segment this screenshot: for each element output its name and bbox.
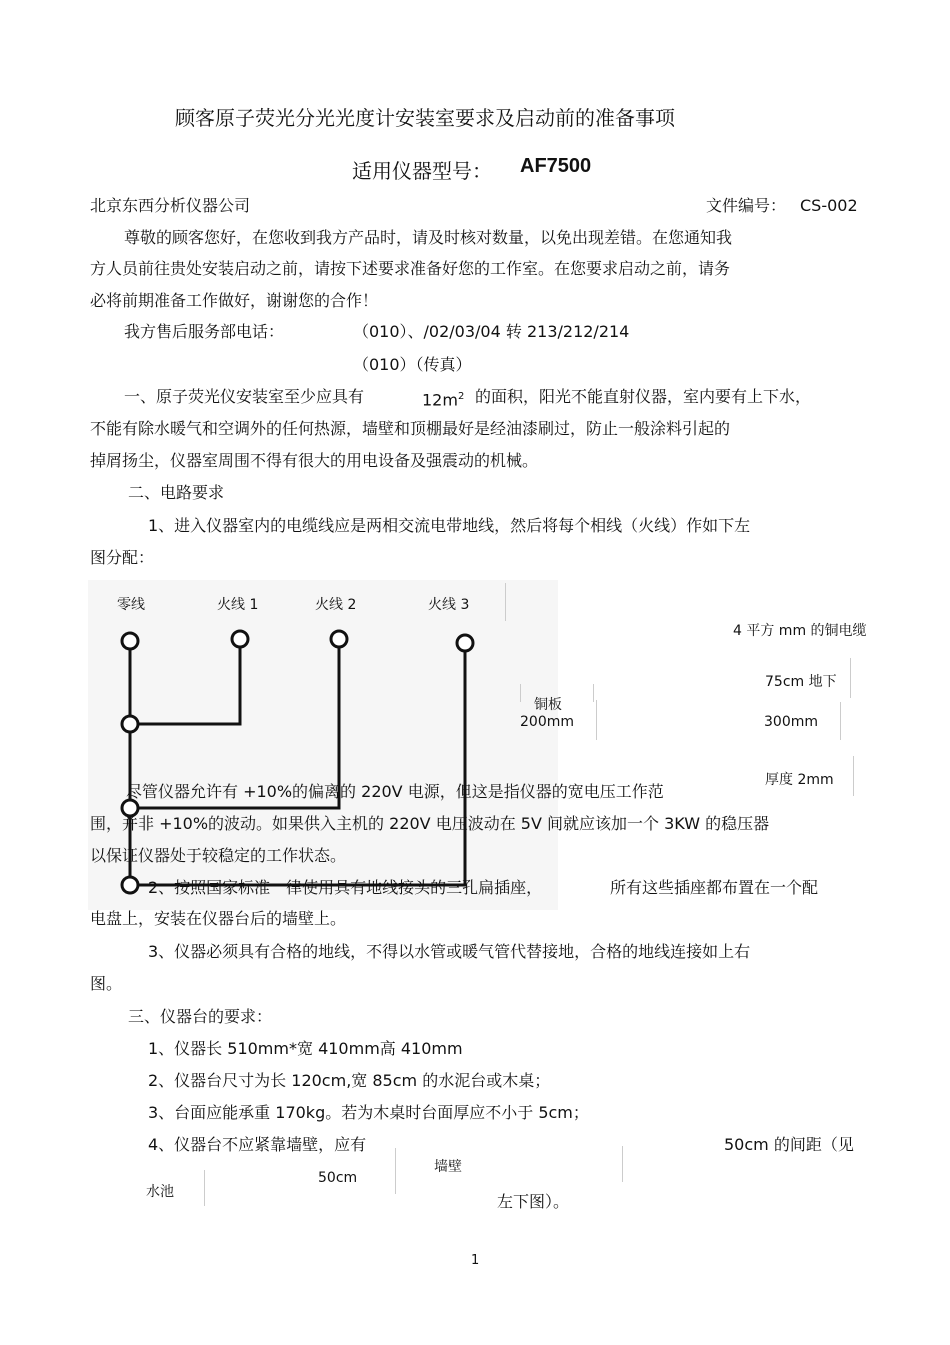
section2-item1-line-1: 1、进入仪器室内的电缆线应是两相交流电带地线，然后将每个相线（火线）作如下左 (148, 516, 751, 535)
voltage-line-2: 围，并非 +10%的波动。如果供入主机的 220V 电压波动在 5V 间就应该加一个 3KW 的稳压器 (90, 814, 770, 833)
intro-line-2: 方人员前往贵处安装启动之前，请按下述要求准备好您的工作室。在您要求启动之前，请务 (90, 259, 731, 278)
terminal-live-3 (457, 635, 473, 651)
section1-line-1a: 一、原子荧光仪安装室至少应具有 (124, 387, 365, 406)
ground-divider-4 (596, 700, 597, 740)
junction-1 (122, 716, 138, 732)
page-number: 1 (471, 1253, 480, 1268)
label-depth: 75cm 地下 (765, 674, 837, 690)
live1-wire (138, 648, 240, 724)
section3-heading: 三、仪器台的要求： (128, 1007, 273, 1026)
section2-item2-line-1b: 所有这些插座都布置在一个配 (610, 878, 819, 897)
section1-line-3: 掉屑扬尘，仪器室周围不得有很大的用电设备及强震动的机械。 (90, 451, 539, 470)
voltage-line-3: 以保证仪器处于较稳定的工作状态。 (90, 846, 347, 865)
model-label: 适用仪器型号： (352, 159, 492, 183)
company-name: 北京东西分析仪器公司 (90, 196, 251, 215)
phone-label: 我方售后服务部电话： (124, 322, 285, 341)
section3-item-4b: 50cm 的间距（见 (724, 1135, 854, 1154)
label-gap: 50cm (318, 1170, 358, 1186)
section1-line-1c: 的面积，阳光不能直射仪器，室内要有上下水， (475, 387, 812, 406)
label-cable: 4 平方 mm 的铜电缆 (733, 623, 867, 639)
label-live-2: 火线 2 (315, 597, 357, 613)
area-number: 12m (422, 390, 458, 410)
section2-item2-line-2: 电盘上，安装在仪器台后的墙壁上。 (90, 909, 347, 928)
ground-divider-1 (850, 658, 851, 698)
section2-item2-line-1: 2、按照国家标准一律使用具有地线接头的三孔扁插座， (148, 878, 543, 897)
section3-item-1: 1、仪器长 510mm*宽 410mm高 410mm (148, 1039, 463, 1058)
ground-divider-2 (520, 684, 521, 702)
section3-item-3: 3、台面应能承重 170kg。若为木桌时台面厚应不小于 5cm； (148, 1103, 589, 1122)
bench-divider-2 (622, 1146, 623, 1182)
label-300mm: 300mm (764, 714, 818, 730)
label-thickness: 厚度 2mm (765, 772, 834, 788)
ground-divider-6 (853, 756, 854, 796)
voltage-line-1: 尽管仪器允许有 +10%的偏离的 220V 电源，但这是指仪器的宽电压工作范 (126, 782, 664, 801)
section2-item3-line-1: 3、仪器必须具有合格的地线，不得以水管或暖气管代替接地，合格的地线连接如上右 (148, 942, 751, 961)
label-plate-size: 200mm (520, 714, 574, 730)
terminal-neutral (122, 633, 138, 649)
section3-item-4c: 左下图）。 (497, 1192, 570, 1211)
doc-number-value: CS-002 (800, 196, 858, 215)
section2-heading: 二、电路要求 (128, 483, 225, 502)
terminal-live-1 (232, 631, 248, 647)
label-sink: 水池 (146, 1184, 174, 1200)
section3-item-4a: 4、仪器台不应紧靠墙壁，应有 (148, 1135, 367, 1154)
bench-divider-1 (395, 1148, 396, 1194)
intro-line-1: 尊敬的顾客您好，在您收到我方产品时，请及时核对数量，以免出现差错。在您通知我 (124, 228, 733, 247)
label-copper-plate: 铜板 (534, 697, 562, 713)
section2-item3-line-2: 图。 (90, 974, 123, 993)
label-live-3: 火线 3 (428, 597, 470, 613)
terminal-live-2 (331, 631, 347, 647)
label-live-1: 火线 1 (217, 597, 259, 613)
fax-value: （010）（传真） (353, 355, 472, 374)
section1-line-2: 不能有除水暖气和空调外的任何热源，墙壁和顶棚最好是经油漆刷过，防止一般涂料引起的 (90, 419, 731, 438)
ground-divider-5 (840, 702, 841, 740)
section2-item1-line-2: 图分配： (90, 548, 155, 567)
section3-item-2: 2、仪器台尺寸为长 120cm,宽 85cm 的水泥台或木桌； (148, 1071, 551, 1090)
label-neutral: 零线 (117, 597, 145, 613)
label-wall: 墙壁 (434, 1159, 462, 1175)
model-value: AF7500 (520, 155, 592, 177)
doc-number-label: 文件编号： (706, 196, 787, 215)
area-superscript: 2 (457, 391, 465, 402)
phone-value: （010）、/02/03/04 转 213/212/214 (353, 322, 630, 341)
ground-divider-3 (593, 684, 594, 702)
document-title: 顾客原子荧光分光光度计安装室要求及启动前的准备事项 (175, 106, 675, 130)
bench-divider-3 (204, 1170, 205, 1206)
junction-3 (122, 877, 138, 893)
intro-line-3: 必将前期准备工作做好，谢谢您的合作！ (90, 291, 379, 310)
